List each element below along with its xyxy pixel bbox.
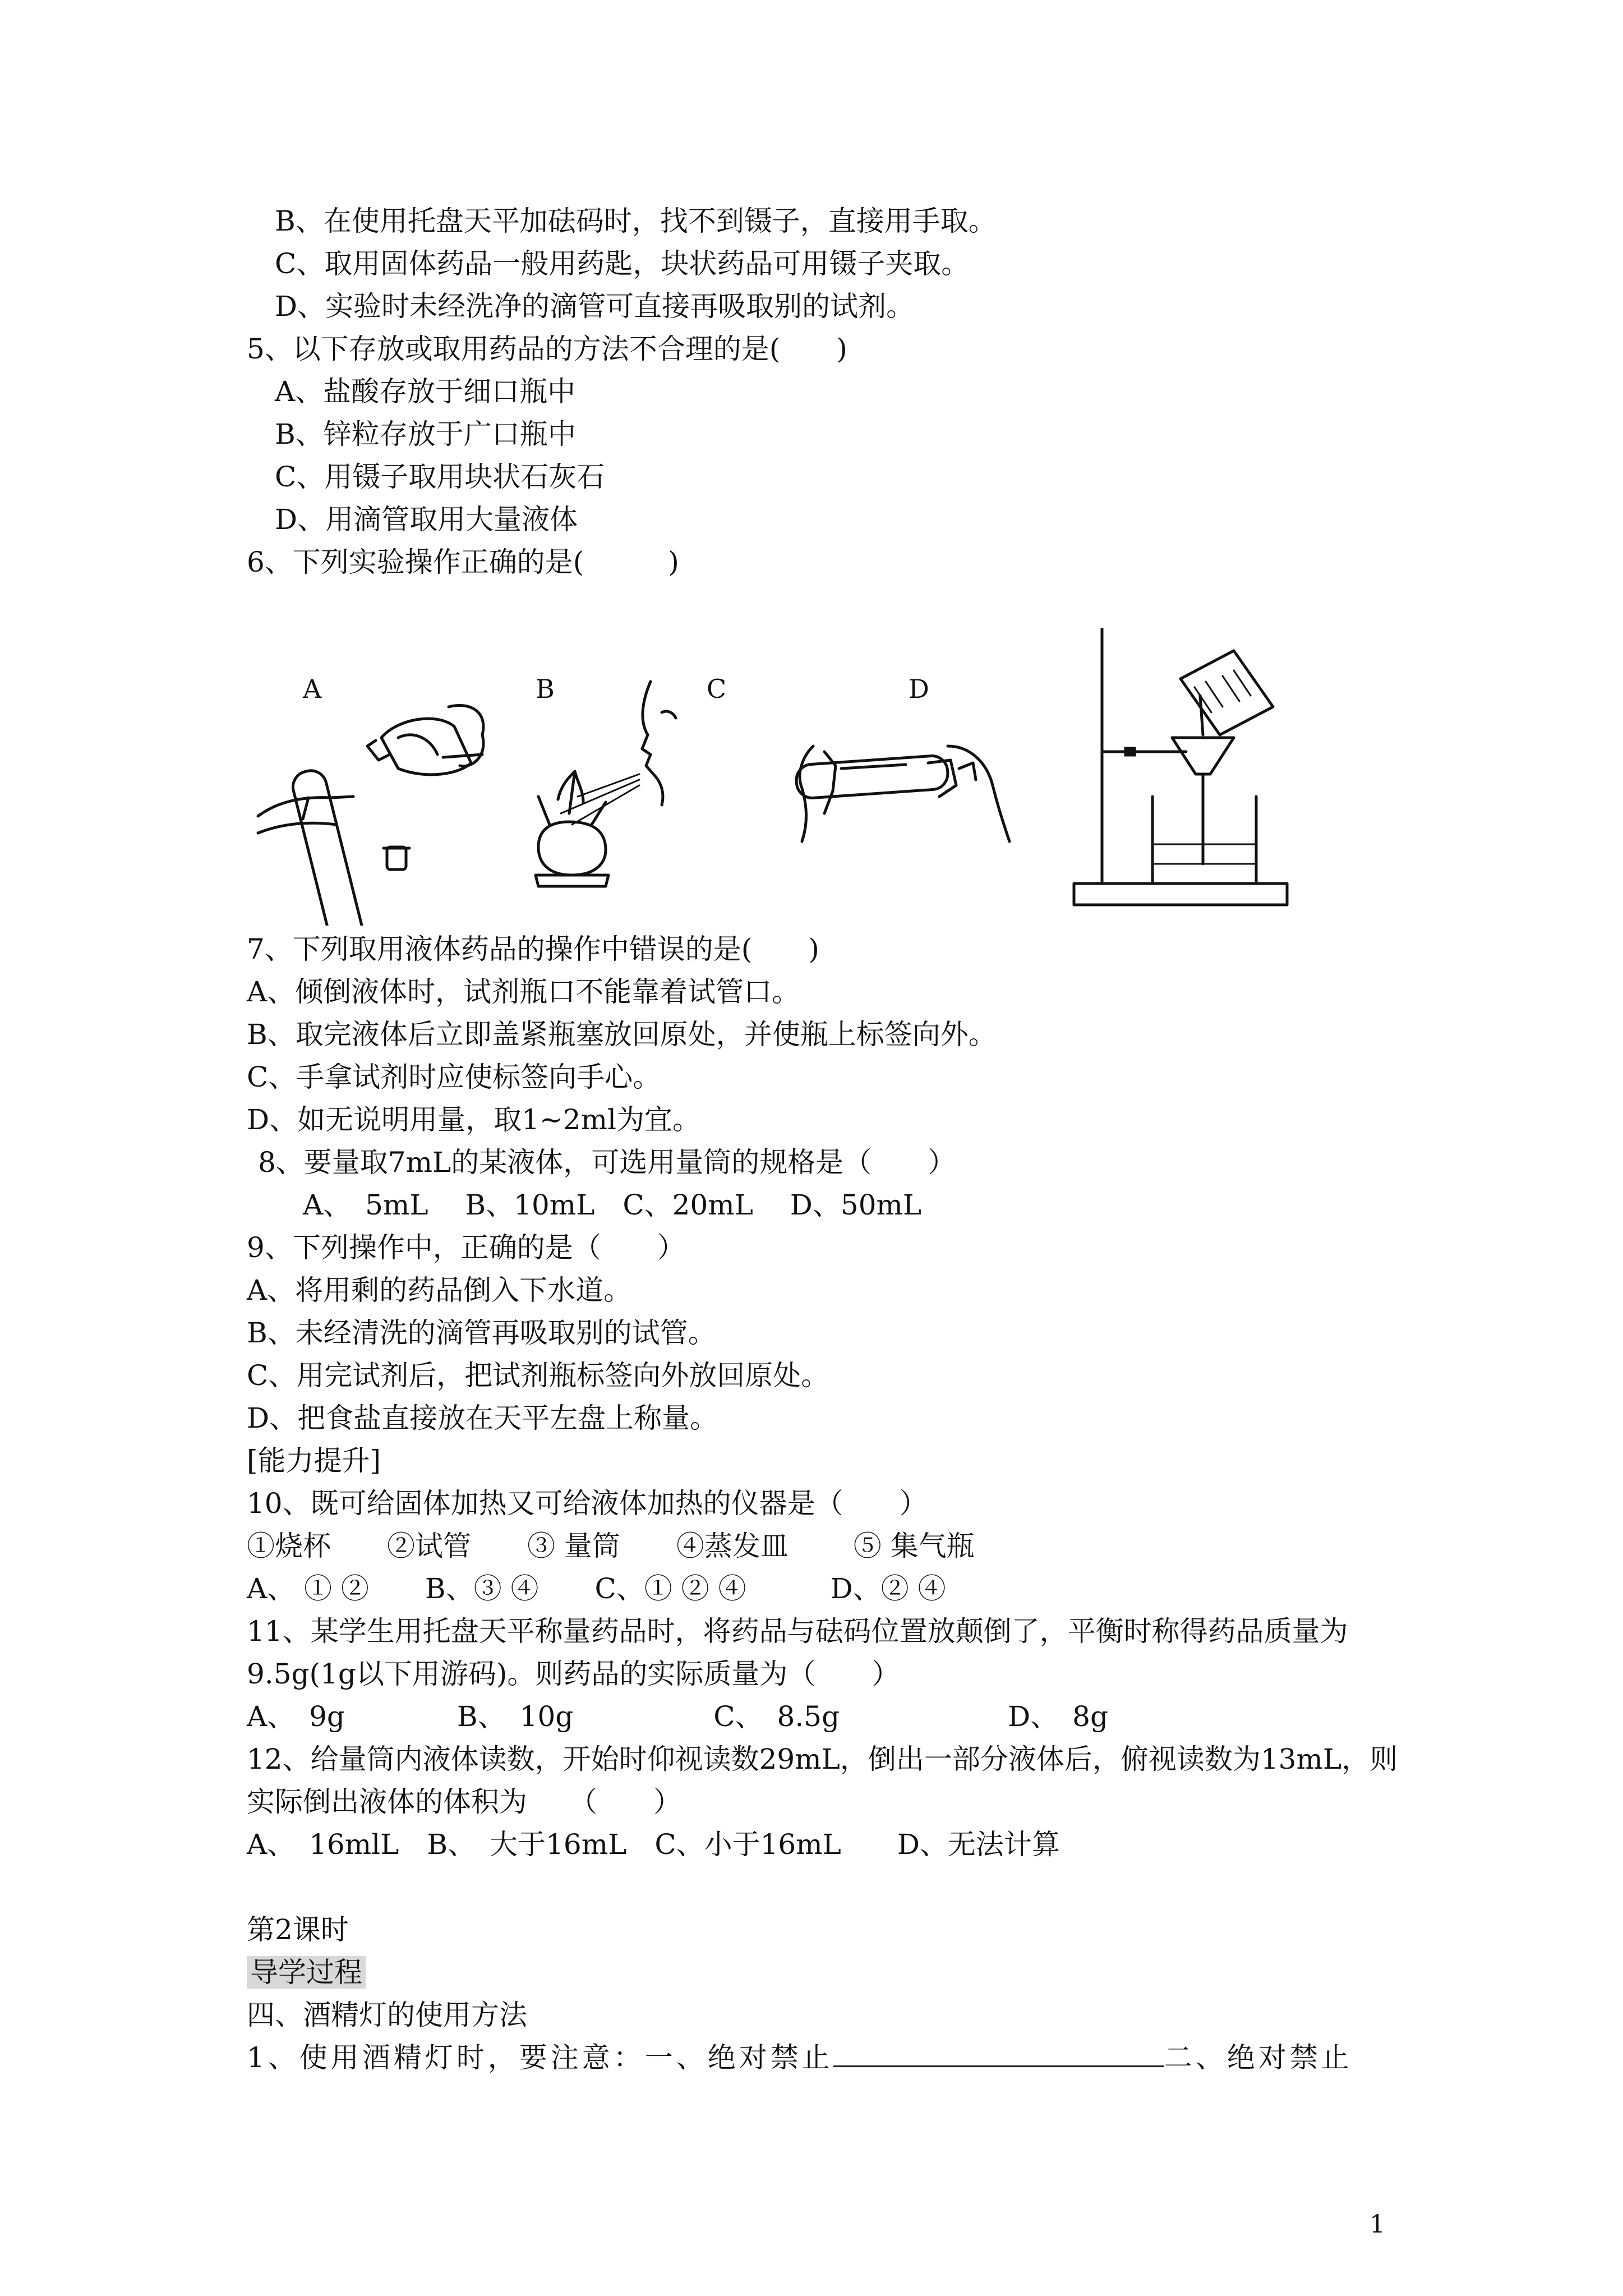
highlighted-heading: 导学过程 — [247, 1956, 366, 1989]
question-5: 5、以下存放或取用药品的方法不合理的是( ) — [247, 333, 847, 365]
text-line: A、 16mlL B、 大于16mL C、小于16mL D、无法计算 — [247, 1828, 1060, 1861]
text-line: ①烧杯 ②试管 ③ 量筒 ④蒸发皿 ⑤ 集气瓶 — [247, 1530, 975, 1562]
text-line: C、手拿试剂时应使标签向手心。 — [247, 1061, 661, 1093]
figure-label-b: B — [536, 674, 555, 704]
text-line: D、用滴管取用大量液体 — [275, 503, 578, 536]
text-line: C、取用固体药品一般用药匙，块状药品可用镊子夹取。 — [275, 247, 970, 280]
question-7: 7、下列取用液体药品的操作中错误的是( ) — [247, 933, 819, 965]
guided-process-heading — [247, 1954, 366, 1990]
fill-in-prompt-2: 二、绝对禁止 — [1164, 2041, 1353, 2074]
lesson-title: 第2课时 — [247, 1913, 349, 1946]
page-number: 1 — [1370, 2210, 1385, 2239]
question-10: 10、既可给固体加热又可给液体加热的仪器是（ ） — [247, 1487, 928, 1520]
text-line: C、用镊子取用块状石灰石 — [275, 461, 605, 493]
figure-a-pouring-liquid — [258, 705, 483, 926]
lab-operations-figure — [247, 628, 1346, 926]
text-line: D、把食盐直接放在天平左盘上称量。 — [247, 1402, 718, 1434]
text-line: A、将用剩的药品倒入下水道。 — [247, 1274, 632, 1306]
text-line: B、在使用托盘天平加砝码时，找不到镊子，直接用手取。 — [275, 205, 997, 237]
figure-c-holding-test-tube — [795, 746, 1009, 841]
text-line: A、倾倒液体时，试剂瓶口不能靠着试管口。 — [247, 976, 800, 1008]
text-line: A、 ① ② B、③ ④ C、① ② ④ D、② ④ — [247, 1572, 946, 1605]
question-6: 6、下列实验操作正确的是( ) — [247, 546, 679, 578]
text-line: 实际倒出液体的体积为 （ ） — [247, 1786, 681, 1818]
question-8: 8、要量取7mL的某液体，可选用量筒的规格是（ ） — [258, 1146, 956, 1179]
question-9: 9、下列操作中，正确的是（ ） — [247, 1231, 685, 1264]
figure-d-filtration — [1074, 628, 1287, 905]
section-four-heading: 四、酒精灯的使用方法 — [247, 1999, 527, 2031]
figure-b-smelling-gas — [536, 682, 676, 886]
figure-label-c: C — [707, 674, 727, 704]
text-line: A、 5mL B、10mL C、20mL D、50mL — [303, 1189, 922, 1221]
text-line: D、实验时未经洗净的滴管可直接再吸取别的试剂。 — [275, 290, 915, 323]
text-line: A、 9g B、 10g C、 8.5g D、 8g — [247, 1700, 1108, 1733]
text-line — [247, 2040, 1353, 2076]
text-line: A、盐酸存放于细口瓶中 — [275, 375, 576, 408]
text-line: D、如无说明用量，取1~2ml为宜。 — [247, 1103, 701, 1136]
question-11: 11、某学生用托盘天平称量药品时，将药品与砝码位置放颠倒了，平衡时称得药品质量为 — [247, 1615, 1348, 1648]
text-line: 9.5g(1g以下用游码)。则药品的实际质量为（ ） — [247, 1658, 900, 1690]
text-line: C、用完试剂后，把试剂瓶标签向外放回原处。 — [247, 1359, 829, 1392]
question-12: 12、给量筒内液体读数，开始时仰视读数29mL，倒出一部分液体后，俯视读数为13mL，则 — [247, 1743, 1398, 1775]
text-line: B、锌粒存放于广口瓶中 — [275, 418, 576, 450]
figure-label-a: A — [303, 674, 322, 704]
figure-label-d: D — [909, 674, 929, 704]
text-line: B、取完液体后立即盖紧瓶塞放回原处，并使瓶上标签向外。 — [247, 1018, 997, 1051]
answer-blank[interactable] — [833, 2040, 1164, 2067]
section-heading: [能力提升] — [247, 1444, 381, 1477]
fill-in-prompt: 1、使用酒精灯时，要注意：一、绝对禁止 — [247, 2041, 833, 2074]
text-line: B、未经清洗的滴管再吸取别的试管。 — [247, 1317, 716, 1349]
